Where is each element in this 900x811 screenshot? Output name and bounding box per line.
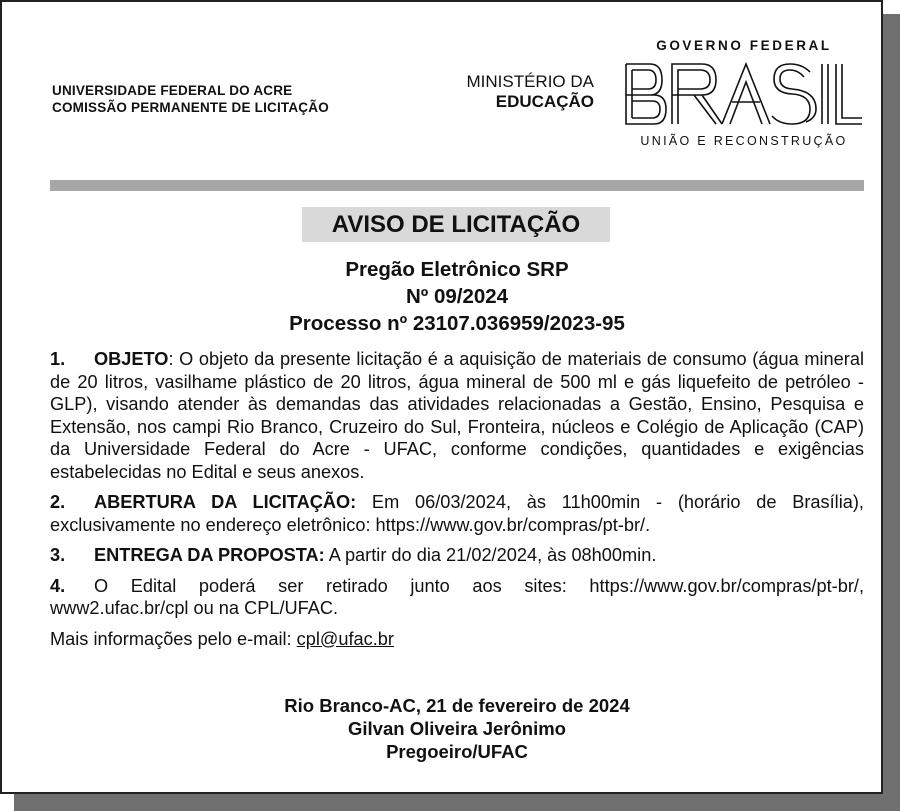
frame-shadow-right — [883, 14, 900, 811]
auction-type: Pregão Eletrônico SRP — [345, 258, 569, 281]
item-number: 4. — [50, 575, 66, 596]
contact-line — [50, 628, 864, 651]
notice-heading — [50, 256, 864, 337]
brasil-logo — [624, 62, 864, 126]
item-abertura — [50, 491, 864, 536]
item-text: O Edital poderá ser retirado junto aos sites: https://www.gov.br/compras/pt-br/, www2.ufac.br/cpl ou na CPL/UFAC. — [50, 575, 864, 618]
header-divider — [50, 180, 864, 191]
institution-block — [52, 82, 329, 116]
ministry-line1: MINISTÉRIO DA — [466, 72, 594, 91]
item-edital — [50, 575, 864, 620]
logo-slogan: UNIÃO E RECONSTRUÇÃO — [640, 134, 848, 148]
ministry-block — [442, 72, 594, 112]
item-heading: OBJETO — [94, 349, 169, 369]
item-text: : O objeto da presente licitação é a aquisição de materiais de consumo (água mineral de 20 litros, vasilhame plástico de 20 litros, água mineral de 500 ml e gás liquefeito de petróleo - GLP), visando atender às demandas das atividades relacionadas a Gestão, Ensino, Pesquisa e Extensão, nos campi Rio Branco, Cruzeiro do Sul, Fronteira, núcleos e Colégio de Aplicação (CAP) da Universidade Federal do Acre - UFAC, conforme condições, quantidades e exigências estabelecidas no Edital e seus anexos. — [50, 349, 864, 482]
signer-name: Gilvan Oliveira Jerônimo — [348, 718, 566, 739]
item-text: A partir do dia 21/02/2024, às 08h00min. — [324, 545, 657, 565]
notice-body — [50, 348, 864, 658]
contact-label: Mais informações pelo e-mail: — [50, 628, 297, 649]
item-heading: ABERTURA DA LICITAÇÃO: — [94, 492, 357, 512]
signer-role: Pregoeiro/UFAC — [386, 741, 528, 762]
item-number: 2. — [50, 492, 66, 512]
contact-email-link[interactable]: cpl@ufac.br — [296, 628, 394, 649]
commission-name: COMISSÃO PERMANENTE DE LICITAÇÃO — [52, 100, 329, 115]
item-number: 1. — [50, 349, 66, 369]
notice-title: AVISO DE LICITAÇÃO — [302, 207, 610, 242]
auction-number: Nº 09/2024 — [405, 285, 509, 308]
process-number: Processo nº 23107.036959/2023-95 — [289, 312, 625, 335]
logo-government-label: GOVERNO FEDERAL — [656, 38, 832, 53]
ministry-line2: EDUCAÇÃO — [495, 92, 594, 111]
frame-shadow-bottom — [14, 794, 900, 811]
item-entrega — [50, 544, 864, 567]
signature-block — [50, 694, 864, 763]
item-text: Em 06/03/2024, às 11h00min - (horário de Brasília), exclusivamente no endereço eletrônico: https://www.gov.br/compras/pt-br/. — [50, 492, 864, 535]
item-heading: ENTREGA DA PROPOSTA: — [94, 545, 325, 565]
institution-name: UNIVERSIDADE FEDERAL DO ACRE — [52, 83, 293, 98]
place-date: Rio Branco-AC, 21 de fevereiro de 2024 — [284, 695, 630, 716]
item-number: 3. — [50, 545, 66, 565]
item-objeto — [50, 348, 864, 483]
